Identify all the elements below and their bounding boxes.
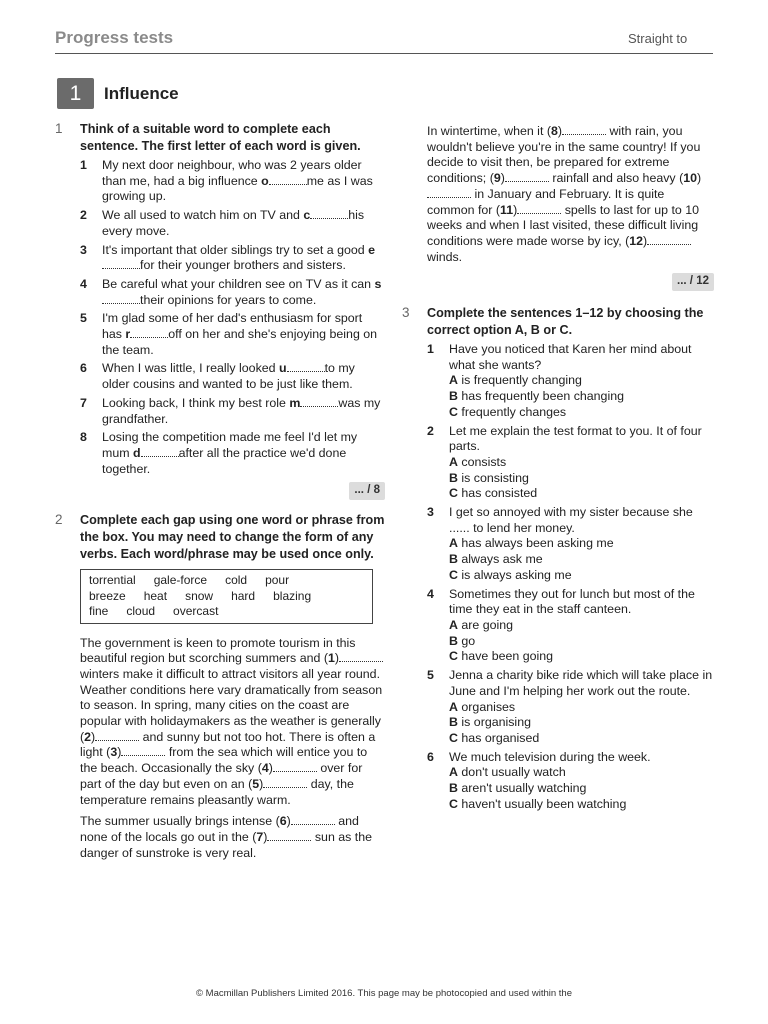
answer-gap — [562, 124, 606, 135]
passage-text: in January and February. It is quite common for — [427, 186, 665, 217]
answer-gap — [269, 174, 307, 185]
gap-number: 9 — [493, 171, 501, 186]
right-column — [402, 124, 714, 815]
exercise-item — [80, 311, 385, 358]
gap-number: 1 — [327, 651, 335, 666]
answer-option — [449, 552, 714, 568]
option-letter: B — [449, 389, 458, 404]
answer-option — [449, 781, 651, 797]
option-text: aren't usually watching — [461, 781, 587, 796]
exercise-item — [80, 277, 385, 308]
option-letter: C — [449, 486, 458, 501]
option-text: has consisted — [461, 486, 538, 501]
passage-text: rainfall and also heavy — [552, 171, 676, 186]
passage-paragraph-3: In wintertime, when it (8) with rain, you wouldn't believe you're in the same country! If you decide to visit then, be prepared for extreme conditions; (9) rainfall and also heavy (10) in January and February. It is quite common for (11) spells to last for up to 10 weeks and when I last visited, these difficult living conditions were made worse by icy, (12) winds. — [427, 124, 702, 264]
option-text: has frequently been changing — [461, 389, 624, 404]
exercise-item — [80, 396, 385, 427]
gap-number: 7 — [256, 830, 264, 844]
exercise-item — [427, 750, 714, 813]
item-text — [102, 361, 385, 392]
option-letter: C — [449, 730, 458, 745]
item-text — [102, 396, 385, 427]
passage-text: winds. — [427, 249, 463, 264]
option-letter: B — [449, 633, 458, 648]
item-number: 4 — [427, 586, 434, 601]
option-text: is frequently changing — [461, 373, 582, 388]
exercise-number: 3 — [402, 305, 410, 321]
option-letter: C — [449, 567, 458, 582]
item-text-before: Losing the competition made me feel I'd let my mum — [102, 430, 358, 460]
gap-number: 12 — [629, 233, 644, 248]
passage-text: sun as the danger of sunstroke is very real. — [80, 830, 373, 860]
gap-number: 11 — [500, 202, 514, 217]
word-box-row — [89, 604, 364, 620]
item-number: 4 — [80, 276, 87, 291]
first-letter-hint: u — [278, 361, 287, 376]
answer-gap — [273, 761, 317, 772]
item-text — [102, 430, 385, 477]
item-text-before: It's important that older siblings try to set a good — [102, 242, 369, 257]
option-letter: A — [449, 454, 458, 469]
item-question: I get so annoyed with my sister because she ...... to lend her money. — [449, 505, 693, 535]
passage-text: day, the temperature remains pleasantly warm. — [80, 776, 354, 807]
word-box-entry: heat — [143, 588, 168, 603]
gap-number: 5 — [252, 776, 260, 791]
passage-text: The summer usually brings intense — [80, 814, 273, 829]
item-text — [102, 158, 385, 205]
item-body — [449, 424, 714, 503]
gap-number: 2 — [84, 729, 92, 744]
answer-gap — [517, 203, 561, 214]
exercise-number: 1 — [55, 121, 63, 136]
exercise-number: 2 — [55, 512, 63, 528]
passage-text: winters make it difficult to attract visitors all year round. Weather conditions here vary dramatically from season to season. In spring, many cities on the coast are popular with holidaymakers as the weather is generally — [80, 666, 383, 729]
item-number: 6 — [80, 361, 87, 376]
page-header-title: Progress tests — [55, 28, 174, 47]
exercise-item — [80, 243, 385, 274]
item-number: 3 — [80, 242, 87, 257]
exercise-item — [80, 158, 385, 205]
item-body — [449, 587, 714, 666]
item-text-before: I'm glad some of her dad's enthusiasm for sport has — [102, 311, 363, 342]
first-letter-hint: m — [289, 395, 301, 410]
exercise-item — [80, 361, 385, 392]
option-text: is consisting — [461, 470, 529, 485]
answer-gap — [130, 327, 168, 338]
answer-gap — [263, 777, 307, 788]
item-text-before: My next door neighbour, who was 2 years older than me, had a big influence — [102, 158, 362, 188]
gap-number: 6 — [279, 814, 287, 829]
word-box-entry: cloud — [126, 604, 156, 619]
answer-option — [449, 618, 714, 634]
answer-gap — [102, 293, 140, 304]
option-text: has always been asking me — [461, 536, 614, 551]
item-text-before: Be careful what your children see on TV as it can — [102, 276, 375, 291]
answer-option — [449, 797, 651, 813]
option-text: has organised — [461, 730, 540, 745]
item-text — [102, 277, 385, 308]
answer-option — [449, 373, 714, 389]
exercise-instructions: Complete each gap using one word or phrase from the box. You may need to change the form of any verbs. Each word/phrase may be used once only. — [80, 513, 385, 562]
option-letter: B — [449, 470, 458, 485]
answer-gap — [310, 208, 348, 219]
answer-option — [449, 486, 714, 502]
left-column — [55, 121, 385, 861]
exercise-3-heading — [402, 305, 714, 339]
word-box-row — [89, 589, 364, 605]
answer-gap — [121, 745, 165, 756]
first-letter-hint: e — [368, 242, 376, 257]
item-text-after: for their younger brothers and sisters. — [140, 258, 346, 273]
passage-text: In wintertime, when it — [427, 124, 544, 138]
page-header-series: Straight to — [628, 31, 688, 46]
first-letter-hint: s — [374, 276, 382, 291]
answer-option — [449, 389, 714, 405]
passage-text: spells to last for up to 10 weeks and when I last visited, these difficult living conditions were made worse by icy, — [427, 202, 700, 248]
item-question: Let me explain the test format to you. It of four parts. — [449, 423, 702, 454]
option-letter: A — [449, 765, 458, 780]
item-number: 3 — [427, 505, 434, 520]
answer-option — [449, 649, 714, 665]
option-text: is always asking me — [461, 567, 572, 582]
item-text-after: after all the practice we'd done together. — [102, 445, 347, 476]
item-body — [449, 668, 714, 747]
item-number: 2 — [427, 423, 434, 438]
exercise-2-score: ... / 12 — [672, 273, 714, 291]
exercise-item — [427, 587, 714, 666]
option-text: always ask me — [461, 552, 543, 567]
option-letter: A — [449, 699, 458, 714]
word-box-entry: gale-force — [153, 573, 208, 588]
answer-option — [449, 455, 714, 471]
answer-gap — [287, 361, 325, 372]
answer-gap — [300, 396, 338, 407]
gap-number: 4 — [261, 761, 269, 776]
exercise-item — [427, 505, 714, 584]
answer-option — [449, 715, 714, 731]
option-text: have been going — [461, 649, 554, 664]
passage-paragraph-1: The government is keen to promote tourism in this beautiful region but scorching summers and (1) winters make it difficult to attract visitors all year round. Weather conditions here vary dramatically from season to season. In spring, many cities on the coast are popular with holidaymakers as the weather is generally (2) and sunny but not too hot. There is often a light (3) from the sea which will entice you to the beach. Occasionally the sky (4) over for part of the day but even on an (5) day, the temperature remains pleasantly warm. — [80, 635, 383, 807]
answer-option — [449, 471, 714, 487]
word-box-entry: fine — [89, 604, 109, 619]
passage-text: and none of the locals go out in the — [80, 814, 359, 844]
exercise-3-items — [427, 342, 714, 812]
answer-gap — [267, 830, 311, 841]
answer-gap — [339, 651, 383, 662]
option-text: go — [461, 633, 476, 648]
item-text — [102, 243, 385, 274]
copyright-footer: © Macmillan Publishers Limited 2016. This page may be photocopied and used within the — [196, 988, 572, 999]
exercise-2-heading — [55, 512, 385, 563]
option-text: consists — [461, 454, 507, 469]
answer-gap — [427, 187, 471, 198]
answer-gap — [141, 446, 179, 457]
passage-text: with rain, you wouldn't believe you're in the same country! If you decide to visit then, be prepared for extreme conditions; — [427, 124, 701, 186]
answer-gap — [291, 814, 335, 825]
word-box-entry: blazing — [273, 588, 312, 603]
item-number: 5 — [427, 668, 434, 683]
option-text: organises — [461, 699, 516, 714]
answer-option — [449, 405, 714, 421]
option-letter: B — [449, 781, 458, 796]
answer-option — [449, 765, 651, 781]
exercise-1-items — [80, 158, 385, 477]
item-body — [449, 750, 651, 813]
item-text-after: was my grandfather. — [102, 395, 381, 426]
exercise-item — [427, 668, 714, 747]
gap-number: 3 — [110, 745, 118, 760]
item-number: 6 — [427, 749, 434, 764]
answer-option — [449, 731, 714, 747]
word-box-entry: cold — [225, 573, 248, 588]
answer-option — [449, 634, 714, 650]
unit-title: Influence — [104, 84, 179, 103]
exercise-item — [427, 342, 714, 421]
answer-gap — [102, 258, 140, 269]
item-number: 2 — [80, 208, 87, 223]
item-number: 1 — [80, 158, 87, 172]
item-text-after: me as I was growing up. — [102, 173, 373, 204]
item-number: 8 — [80, 430, 87, 445]
unit-number-badge: 1 — [57, 78, 94, 109]
exercise-1-heading — [55, 121, 385, 155]
exercise-item — [427, 424, 714, 503]
passage-text: from the sea which will entice you to the beach. Occasionally the sky — [80, 745, 368, 776]
answer-option — [449, 536, 714, 552]
exercise-instructions: Complete the sentences 1–12 by choosing the correct option A, B or C. — [427, 306, 704, 338]
exercise-instructions: Think of a suitable word to complete each sentence. The first letter of each word is given. — [80, 122, 361, 153]
option-text: are going — [461, 617, 514, 632]
header-divider — [55, 53, 713, 54]
word-box-entry: breeze — [89, 588, 126, 603]
item-question: We much television during the week. — [449, 749, 651, 764]
option-letter: A — [449, 536, 458, 551]
passage-paragraph-2: The summer usually brings intense (6) and none of the locals go out in the (7) sun as the danger of sunstroke is very real. — [80, 814, 373, 860]
gap-number: 10 — [683, 171, 697, 186]
exercise-1-score: ... / 8 — [349, 482, 385, 500]
item-question: Have you noticed that Karen her mind about what she wants? — [449, 342, 692, 372]
item-text-before: Looking back, I think my best role — [102, 395, 290, 410]
answer-option — [449, 568, 714, 584]
first-letter-hint: o — [261, 173, 269, 188]
item-text — [102, 311, 385, 358]
word-box-row — [89, 573, 364, 589]
option-letter: A — [449, 373, 458, 388]
item-text-after: their opinions for years to come. — [140, 292, 317, 307]
passage-text: The government is keen to promote tourism in this beautiful region but scorching summers and — [80, 635, 356, 666]
item-question: Jenna a charity bike ride which will take place in June and I'm helping her work out the route. — [449, 668, 713, 698]
answer-gap — [95, 730, 139, 741]
word-box-entry: snow — [185, 588, 214, 603]
first-letter-hint: c — [303, 208, 311, 223]
item-text — [102, 208, 385, 239]
item-number: 5 — [80, 311, 87, 326]
word-box-entry: overcast — [173, 604, 219, 619]
option-letter: B — [449, 715, 458, 730]
exercise-item — [80, 430, 385, 477]
item-text-after: his every move. — [102, 208, 365, 238]
option-letter: C — [449, 649, 458, 664]
option-text: haven't usually been watching — [461, 796, 627, 811]
option-letter: C — [449, 404, 458, 419]
word-box-entry: hard — [231, 588, 256, 603]
item-text-before: We all used to watch him on TV and — [102, 208, 304, 223]
option-letter: A — [449, 617, 458, 632]
option-letter: B — [449, 552, 458, 567]
item-question: Sometimes they out for lunch but most of the time they eat in the staff canteen. — [449, 586, 695, 617]
item-body — [449, 505, 714, 584]
word-box — [80, 569, 373, 624]
option-letter: C — [449, 796, 458, 811]
item-body — [449, 342, 714, 421]
item-number: 1 — [427, 342, 434, 357]
first-letter-hint: r — [125, 327, 131, 342]
passage-text: over for part of the day but even on an — [80, 761, 363, 791]
exercise-item — [80, 208, 385, 239]
word-box-entry: torrential — [89, 573, 136, 588]
item-text-after: off on her and she's enjoying being on the team. — [102, 327, 378, 357]
first-letter-hint: d — [132, 445, 141, 460]
answer-gap — [505, 171, 549, 182]
word-box-entry: pour — [265, 573, 290, 588]
option-text: don't usually watch — [461, 765, 566, 780]
answer-option — [449, 700, 714, 716]
answer-gap — [647, 234, 691, 245]
option-text: is organising — [461, 715, 531, 730]
passage-text: and sunny but not too hot. There is often a light — [80, 729, 376, 760]
item-text-after: to my older cousins and wanted to be just like them. — [102, 361, 355, 392]
item-text-before: When I was little, I really looked — [102, 361, 279, 376]
gap-number: 8 — [550, 124, 558, 138]
item-number: 7 — [80, 395, 87, 410]
option-text: frequently changes — [461, 404, 567, 419]
